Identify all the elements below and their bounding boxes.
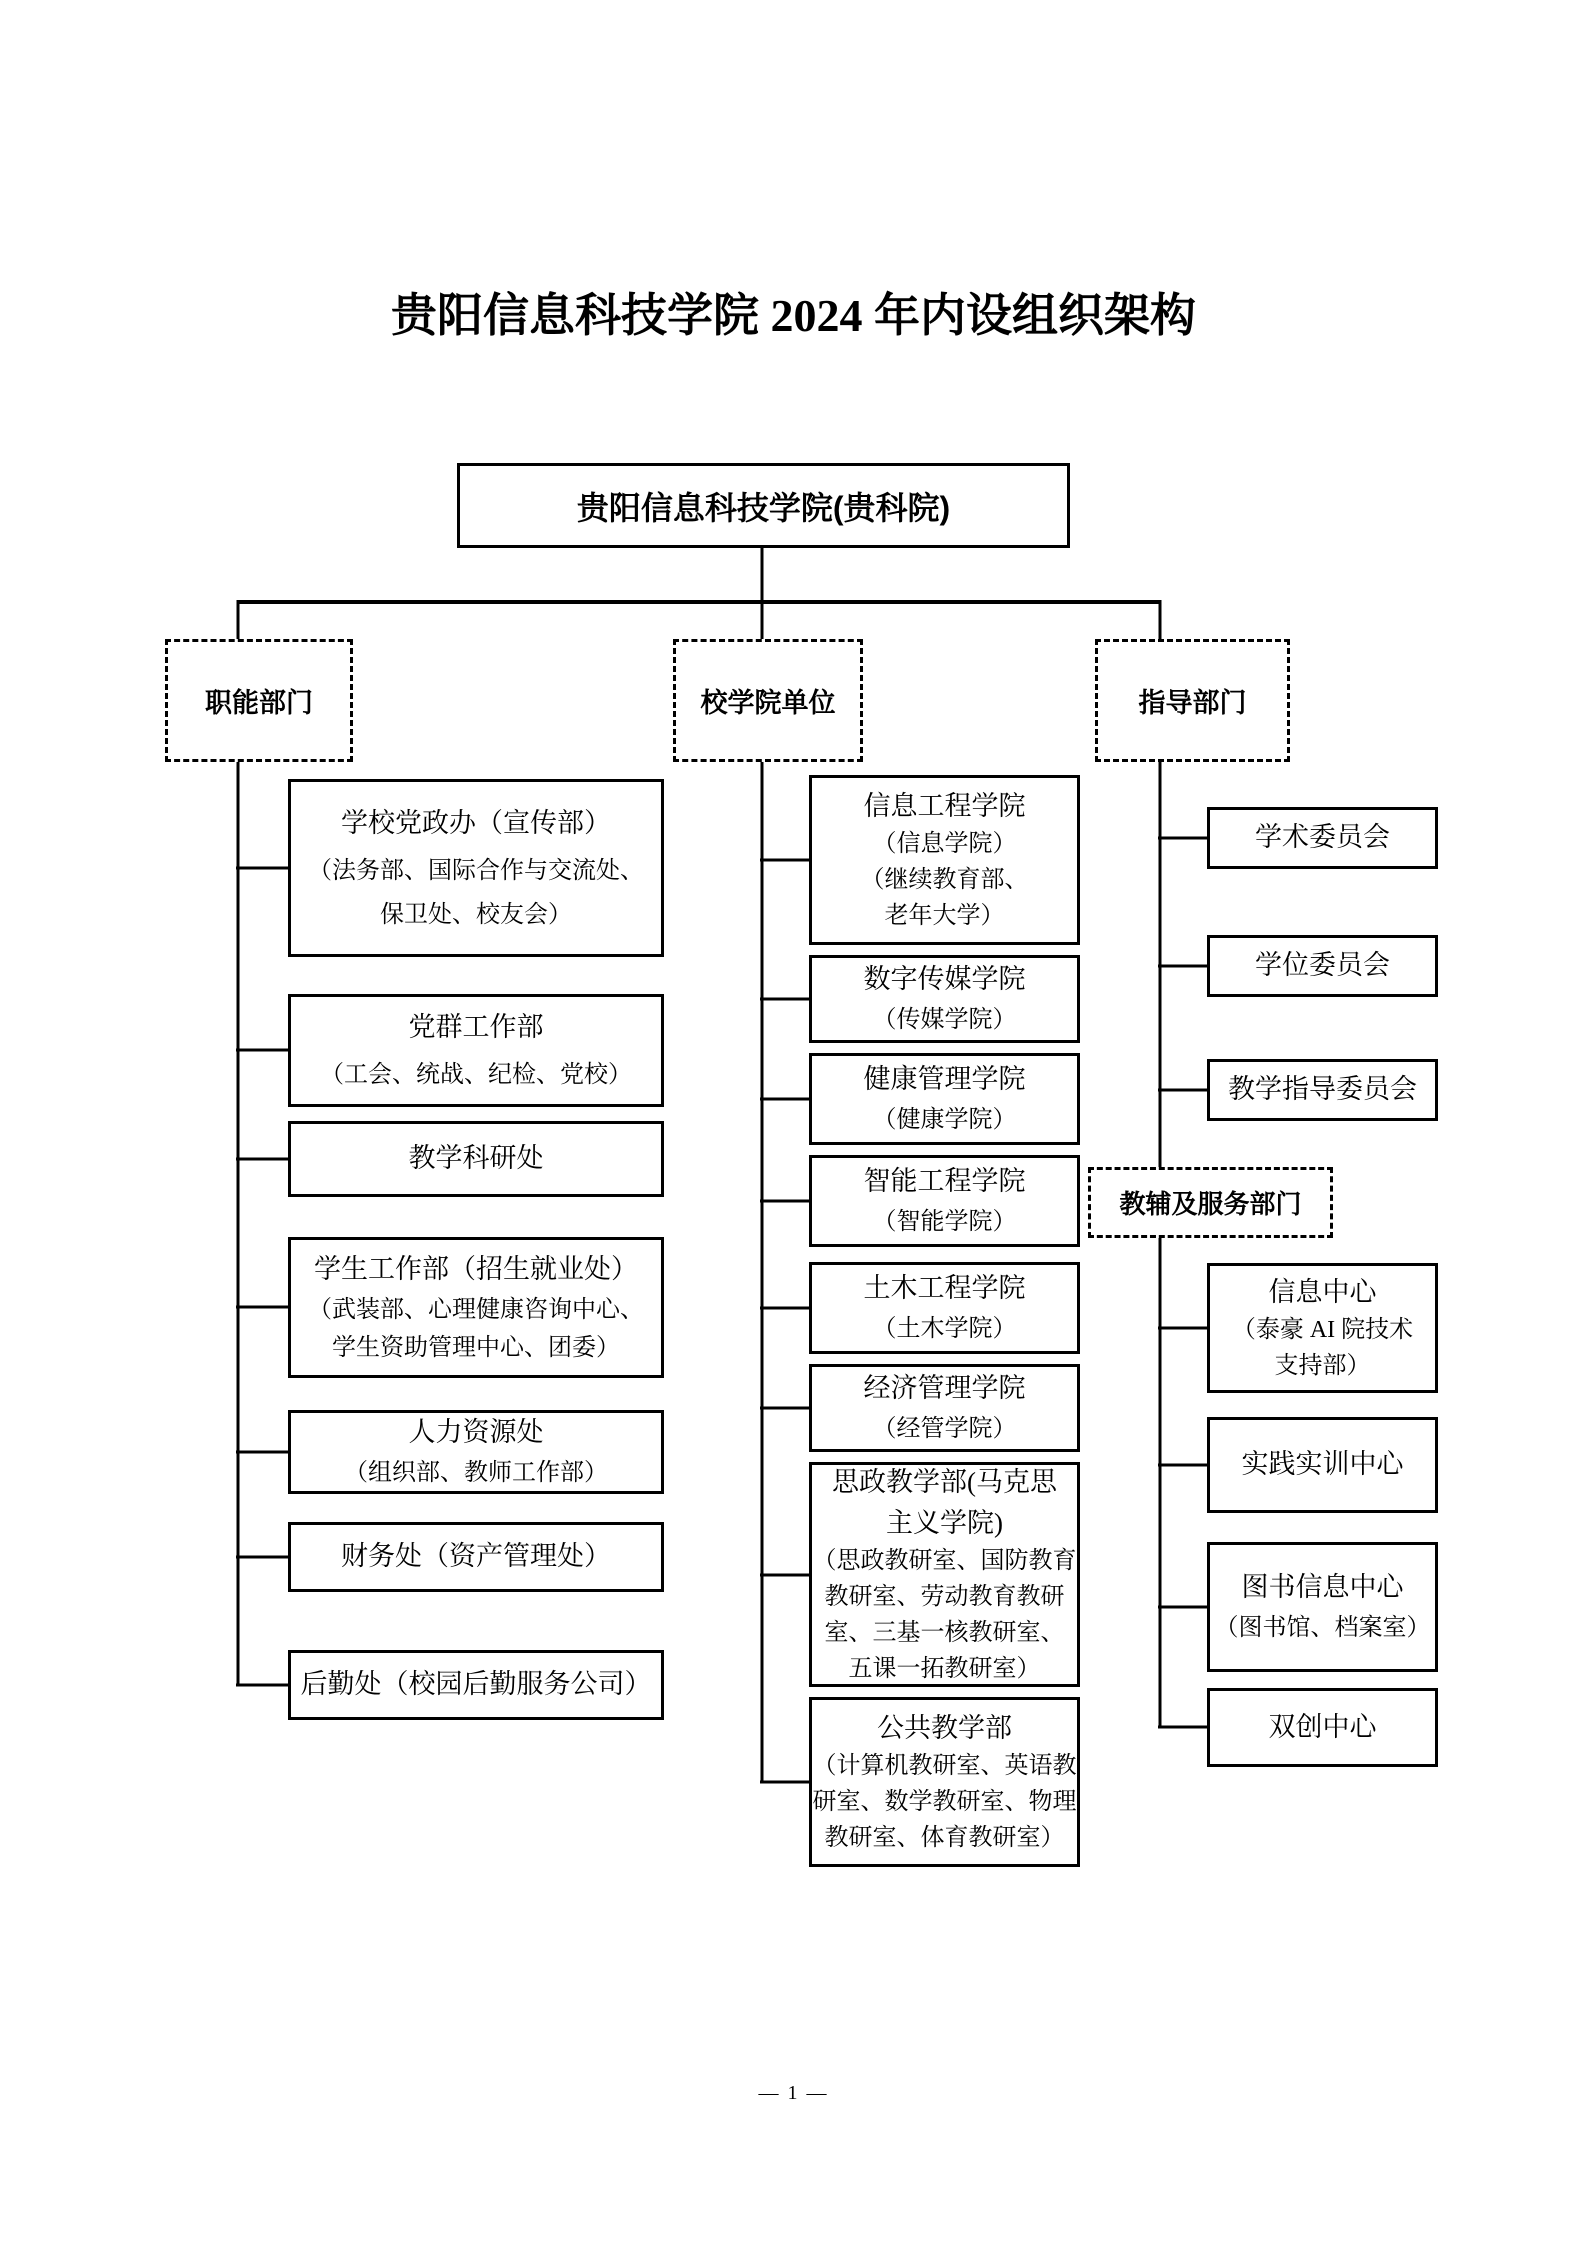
node-economics-management-college [809,1364,1080,1452]
node-line: （传媒学院） [872,1007,1017,1034]
node-line: 学位委员会 [1255,950,1390,981]
node-health-management-college [809,1053,1080,1145]
node-line: 教学指导委员会 [1228,1074,1417,1105]
node-line: （智能学院） [872,1209,1017,1236]
page-title: 贵阳信息科技学院 2024 年内设组织架构 [391,290,1196,341]
group-label: 校学院单位 [700,688,836,718]
node-line: （武装部、心理健康咨询中心、 [308,1296,644,1323]
node-innovation-center [1207,1688,1438,1767]
node-line: （继续教育部、 [860,867,1029,894]
group-label: 教辅及服务部门 [1119,1189,1302,1219]
group-guidance-departments [1095,639,1290,762]
node-line: 人力资源处 [408,1417,544,1448]
node-line: （工会、统战、纪检、党校） [320,1062,632,1089]
node-line: 数字传媒学院 [863,964,1026,995]
node-line: （法务部、国际合作与交流处、 [308,857,644,884]
node-degree-committee [1207,935,1438,997]
group-label: 指导部门 [1138,688,1247,718]
node-line: 学术委员会 [1255,822,1390,853]
node-line: （计算机教研室、英语教 [812,1753,1077,1780]
node-line: （经管学院） [872,1416,1017,1443]
node-ideological-political-teaching-dept [809,1462,1080,1687]
node-line: 财务处（资产管理处） [341,1541,611,1572]
node-teaching-guidance-committee [1207,1059,1438,1121]
node-line: 主义学院) [886,1507,1003,1538]
node-hr-office [288,1410,664,1494]
node-line: 信息中心 [1268,1276,1377,1307]
node-line: 图书信息中心 [1241,1572,1404,1603]
group-functional-departments [165,639,353,762]
node-line: （图书馆、档案室） [1214,1615,1431,1642]
node-teaching-research-office [288,1121,664,1197]
node-line: 公共教学部 [877,1712,1012,1743]
node-line: （信息学院） [872,831,1017,858]
group-auxiliary-service-departments [1088,1167,1333,1238]
group-college-units [673,639,863,762]
page-number: — 1 — [758,2082,829,2104]
node-line: 五课一拓教研室） [848,1656,1041,1682]
node-line: 支持部） [1274,1353,1371,1380]
node-line: 健康管理学院 [863,1064,1026,1095]
node-line: （泰豪 AI 院技术 [1231,1317,1414,1344]
node-line: 学生资助管理中心、团委） [332,1335,620,1362]
node-party-mass-work-dept [288,994,664,1107]
node-digital-media-college [809,955,1080,1043]
node-line: （组织部、教师工作部） [344,1460,608,1487]
node-line: 保卫处、校友会） [380,901,572,928]
node-line: 双创中心 [1268,1711,1377,1742]
node-intelligent-engineering-college [809,1155,1080,1247]
node-library-information-center [1207,1542,1438,1672]
node-party-admin-office [288,779,664,957]
node-civil-engineering-college [809,1262,1080,1354]
node-line: 贵阳信息科技学院(贵科院) [576,489,951,526]
node-line: 信息工程学院 [863,790,1026,821]
node-information-center [1207,1263,1438,1393]
node-line: 党群工作部 [408,1012,544,1043]
node-university-root [457,463,1070,548]
node-line: 教研室、体育教研室） [824,1825,1065,1852]
node-academic-committee [1207,807,1438,869]
node-logistics-office [288,1650,664,1720]
node-line: 学校党政办（宣传部） [341,807,611,838]
node-line: 研室、数学教研室、物理 [812,1789,1077,1816]
node-line: （健康学院） [872,1107,1017,1134]
node-line: 思政教学部(马克思 [832,1467,1057,1497]
node-public-teaching-dept [809,1697,1080,1867]
node-line: （思政教研室、国防教育 [812,1548,1077,1574]
node-line: 教研室、劳动教育教研 [824,1584,1065,1610]
node-line: 经济管理学院 [863,1373,1026,1404]
node-information-engineering-college [809,775,1080,945]
node-line: 实践实训中心 [1241,1449,1404,1480]
node-line: 土木工程学院 [863,1273,1026,1304]
node-line: 老年大学） [884,903,1005,930]
node-practice-training-center [1207,1417,1438,1513]
group-label: 职能部门 [205,688,313,718]
node-line: 室、三基一核教研室、 [824,1620,1065,1646]
node-finance-office [288,1522,664,1592]
node-student-work-dept [288,1237,664,1378]
node-line: 学生工作部（招生就业处） [314,1253,638,1284]
node-line: 智能工程学院 [863,1166,1026,1197]
node-line: （土木学院） [872,1316,1017,1343]
node-line: 后勤处（校园后勤服务公司） [300,1669,652,1700]
node-line: 教学科研处 [408,1143,544,1174]
